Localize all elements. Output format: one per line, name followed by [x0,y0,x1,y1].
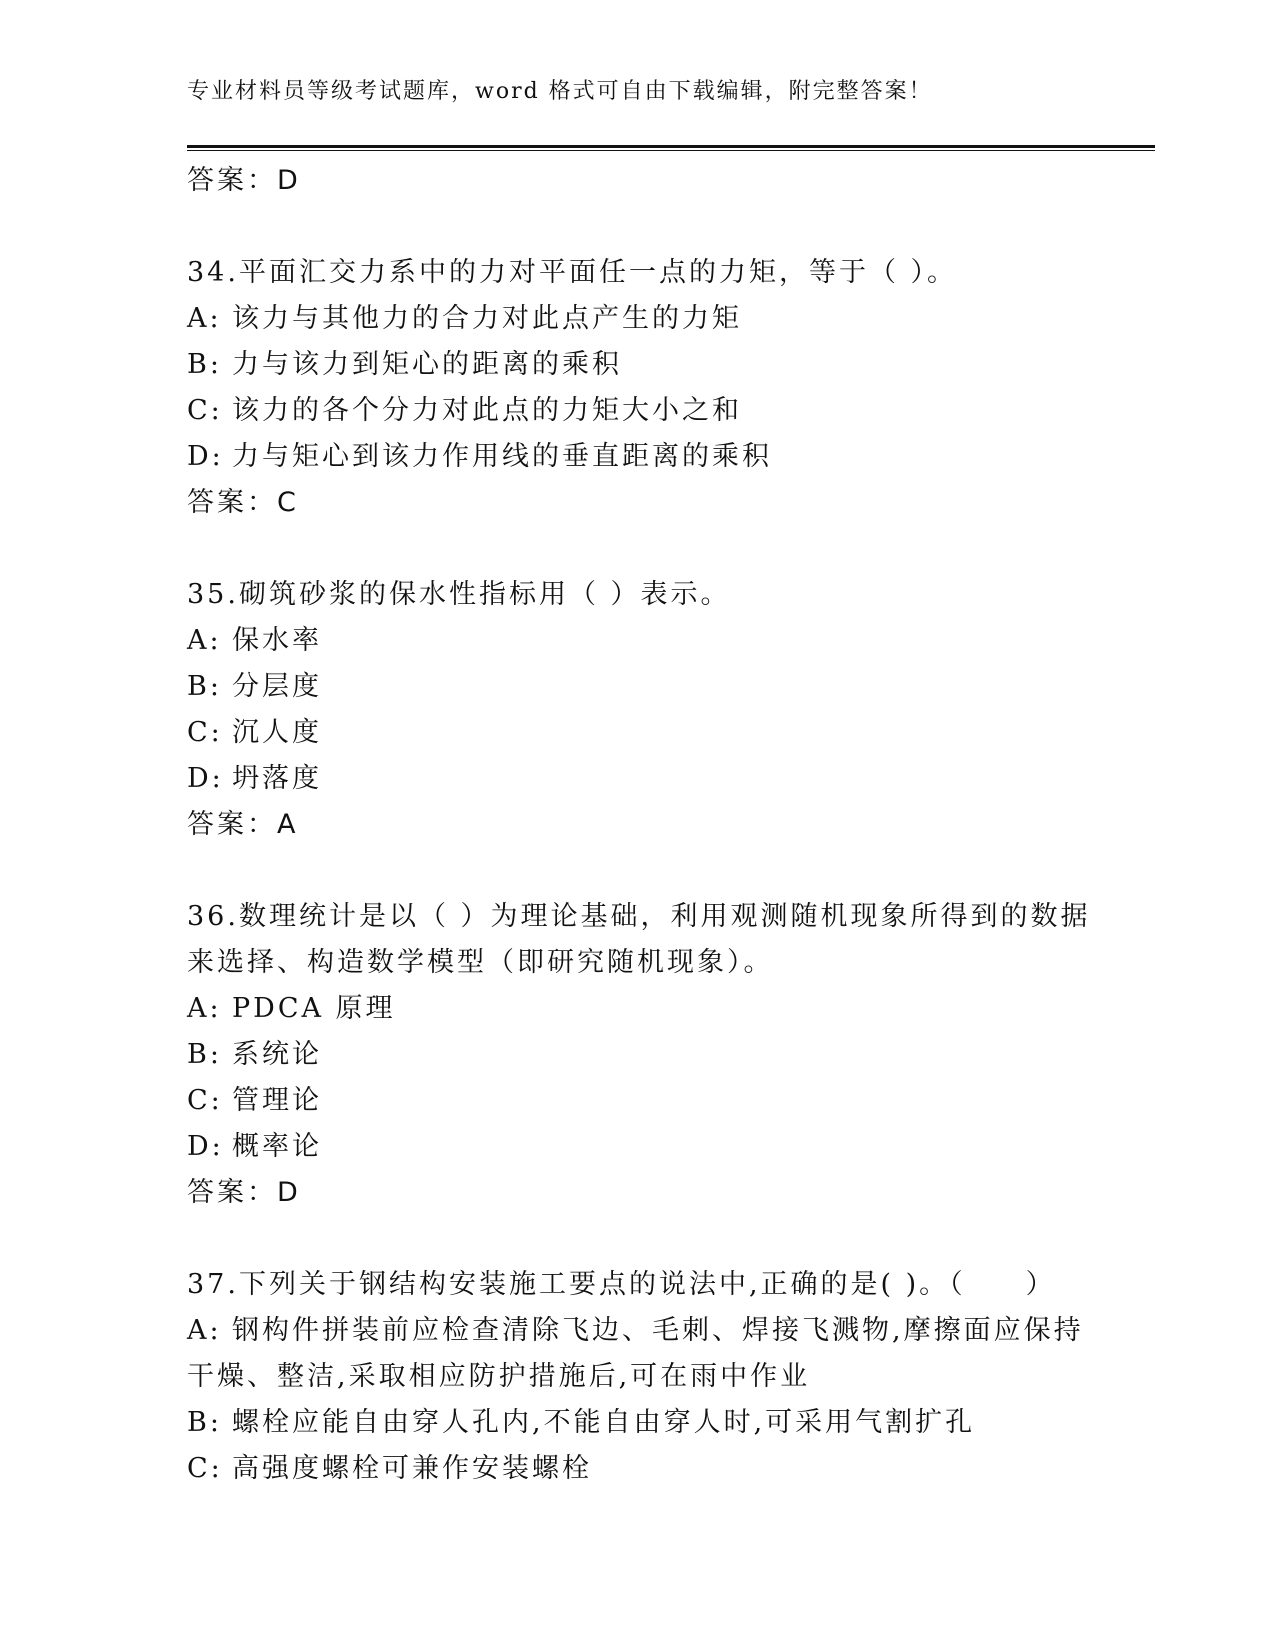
option-text: 螺栓应能自由穿人孔内,不能自由穿人时,可采用气割扩孔 [232,1407,976,1438]
option-text: 钢构件拼装前应检查清除飞边、毛刺、焊接飞溅物,摩擦面应保持 [232,1315,1084,1346]
option-a [187,618,1067,664]
option-letter: C: [187,395,223,426]
answer-36: 答案：D [187,1177,301,1208]
option-letter: A: [187,625,222,656]
option-text: 坍落度 [232,763,322,794]
option-b [187,664,1067,710]
option-letter: A: [187,993,222,1024]
answer-34: 答案：C [187,487,299,518]
question-35-stem: 35.砌筑砂浆的保水性指标用（ ）表示。 [187,579,731,610]
option-b [187,1400,1067,1446]
option-letter: B: [187,671,222,702]
option-c [187,710,1067,756]
option-text: 高强度螺栓可兼作安装螺栓 [232,1453,592,1484]
option-letter: B: [187,349,222,380]
question-34 [187,250,1067,526]
option-text: 系统论 [232,1039,322,1070]
answer-33: 答案：D [187,165,301,196]
question-37 [187,1262,1084,1492]
question-36 [187,894,1091,1216]
question-36-stem-line-1: 36.数理统计是以（ ）为理论基础，利用观测随机现象所得到的数据 [187,901,1091,932]
option-c [187,1078,1067,1124]
option-c [187,388,1067,434]
question-list [187,158,1091,1492]
option-text: 该力的各个分力对此点的力矩大小之和 [232,395,742,426]
question-34-stem: 34.平面汇交力系中的力对平面任一点的力矩，等于（ ）。 [187,257,958,288]
page-header-text: 专业材料员等级考试题库，word 格式可自由下载编辑，附完整答案！ [187,79,933,104]
option-text: 分层度 [232,671,322,702]
option-letter: B: [187,1039,222,1070]
option-letter: C: [187,717,223,748]
question-36-stem-line-2: 来选择、构造数学模型（即研究随机现象）。 [187,947,774,978]
option-text: 沉人度 [232,717,322,748]
option-a-continuation: 干燥、整洁,采取相应防护措施后,可在雨中作业 [187,1361,811,1392]
question-35 [187,572,1067,848]
option-text: 力与矩心到该力作用线的垂直距离的乘积 [232,441,772,472]
question-37-stem: 37.下列关于钢结构安装施工要点的说法中,正确的是( )。（ ） [187,1269,1056,1300]
answer-35: 答案：A [187,809,299,840]
option-letter: B: [187,1407,222,1438]
option-b [187,342,1067,388]
option-letter: A: [187,303,222,334]
option-letter: C: [187,1085,223,1116]
option-text: 概率论 [232,1131,322,1162]
header-divider [187,145,1155,151]
option-text: 管理论 [232,1085,322,1116]
option-d [187,434,1067,480]
option-d [187,1124,1067,1170]
option-a [187,296,1067,342]
option-letter: A: [187,1315,222,1346]
option-letter: D: [187,1131,224,1162]
option-text: PDCA 原理 [232,993,396,1024]
option-a [187,1308,1084,1354]
option-d [187,756,1067,802]
option-letter: D: [187,441,224,472]
option-text: 该力与其他力的合力对此点产生的力矩 [232,303,742,334]
option-letter: D: [187,763,224,794]
option-b [187,1032,1067,1078]
option-text: 力与该力到矩心的距离的乘积 [232,349,622,380]
option-a [187,986,1067,1032]
option-letter: C: [187,1453,223,1484]
option-c [187,1446,1067,1492]
option-text: 保水率 [232,625,322,656]
